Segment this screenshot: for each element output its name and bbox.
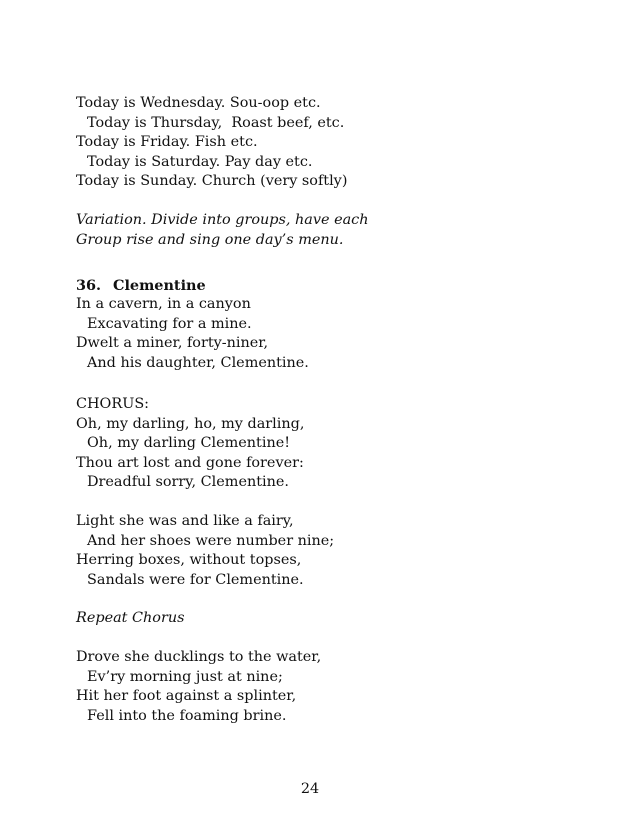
intro-line: Today is Sunday. Church (very softly) [76, 173, 348, 189]
verse-line: Sandals were for Clementine. [87, 571, 304, 588]
verse-line: Hit her foot against a splinter, [76, 688, 297, 704]
verse-line: Light she was and like a fairy, [76, 513, 294, 529]
verse-line: Herring boxes, without topses, [76, 552, 302, 568]
chorus [76, 395, 596, 493]
chorus-line: Oh, my darling, ho, my darling, [76, 415, 305, 432]
chorus-line: Dreadful sorry, Clementine. [87, 474, 289, 490]
song-number: 36. [76, 277, 102, 294]
intro-line: Today is Saturday. Pay day etc. [87, 153, 313, 170]
chorus-line: Oh, my darling Clementine! [87, 435, 291, 451]
song-title: Clementine [113, 277, 206, 294]
intro-line: Today is Wednesday. Sou-oop etc. [76, 95, 321, 111]
verse-line: Drove she ducklings to the water, [76, 649, 322, 665]
verse-line: Dwelt a miner, forty-niner, [76, 335, 269, 351]
song-heading [76, 276, 596, 296]
intro-line: Today is Friday. Fish etc. [76, 134, 258, 150]
intro-line: Today is Thursday, Roast beef, etc. [87, 114, 345, 131]
page-number: 24 [300, 781, 320, 797]
variation-line: Variation. Divide into groups, have each [76, 212, 369, 228]
verse-1 [76, 295, 596, 373]
verse-3 [76, 648, 596, 726]
verse-line: Excavating for a mine. [87, 315, 252, 332]
chorus-label: CHORUS: [76, 396, 150, 412]
verse-line: And her shoes were number nine; [87, 532, 335, 549]
verse-line: Fell into the foaming brine. [87, 707, 287, 724]
repeat-chorus-note [76, 609, 596, 629]
variation-note [76, 211, 596, 250]
chorus-line: Thou art lost and gone forever: [76, 454, 304, 471]
repeat-chorus-line: Repeat Chorus [76, 610, 185, 626]
variation-line: Group rise and sing one day’s menu. [76, 231, 344, 248]
verse-line: And his daughter, Clementine. [87, 354, 309, 371]
verse-2 [76, 512, 596, 590]
verse-line: Ev’ry morning just at nine; [87, 668, 283, 685]
verse-line: In a cavern, in a canyon [76, 296, 251, 312]
intro-stanza [76, 94, 596, 192]
